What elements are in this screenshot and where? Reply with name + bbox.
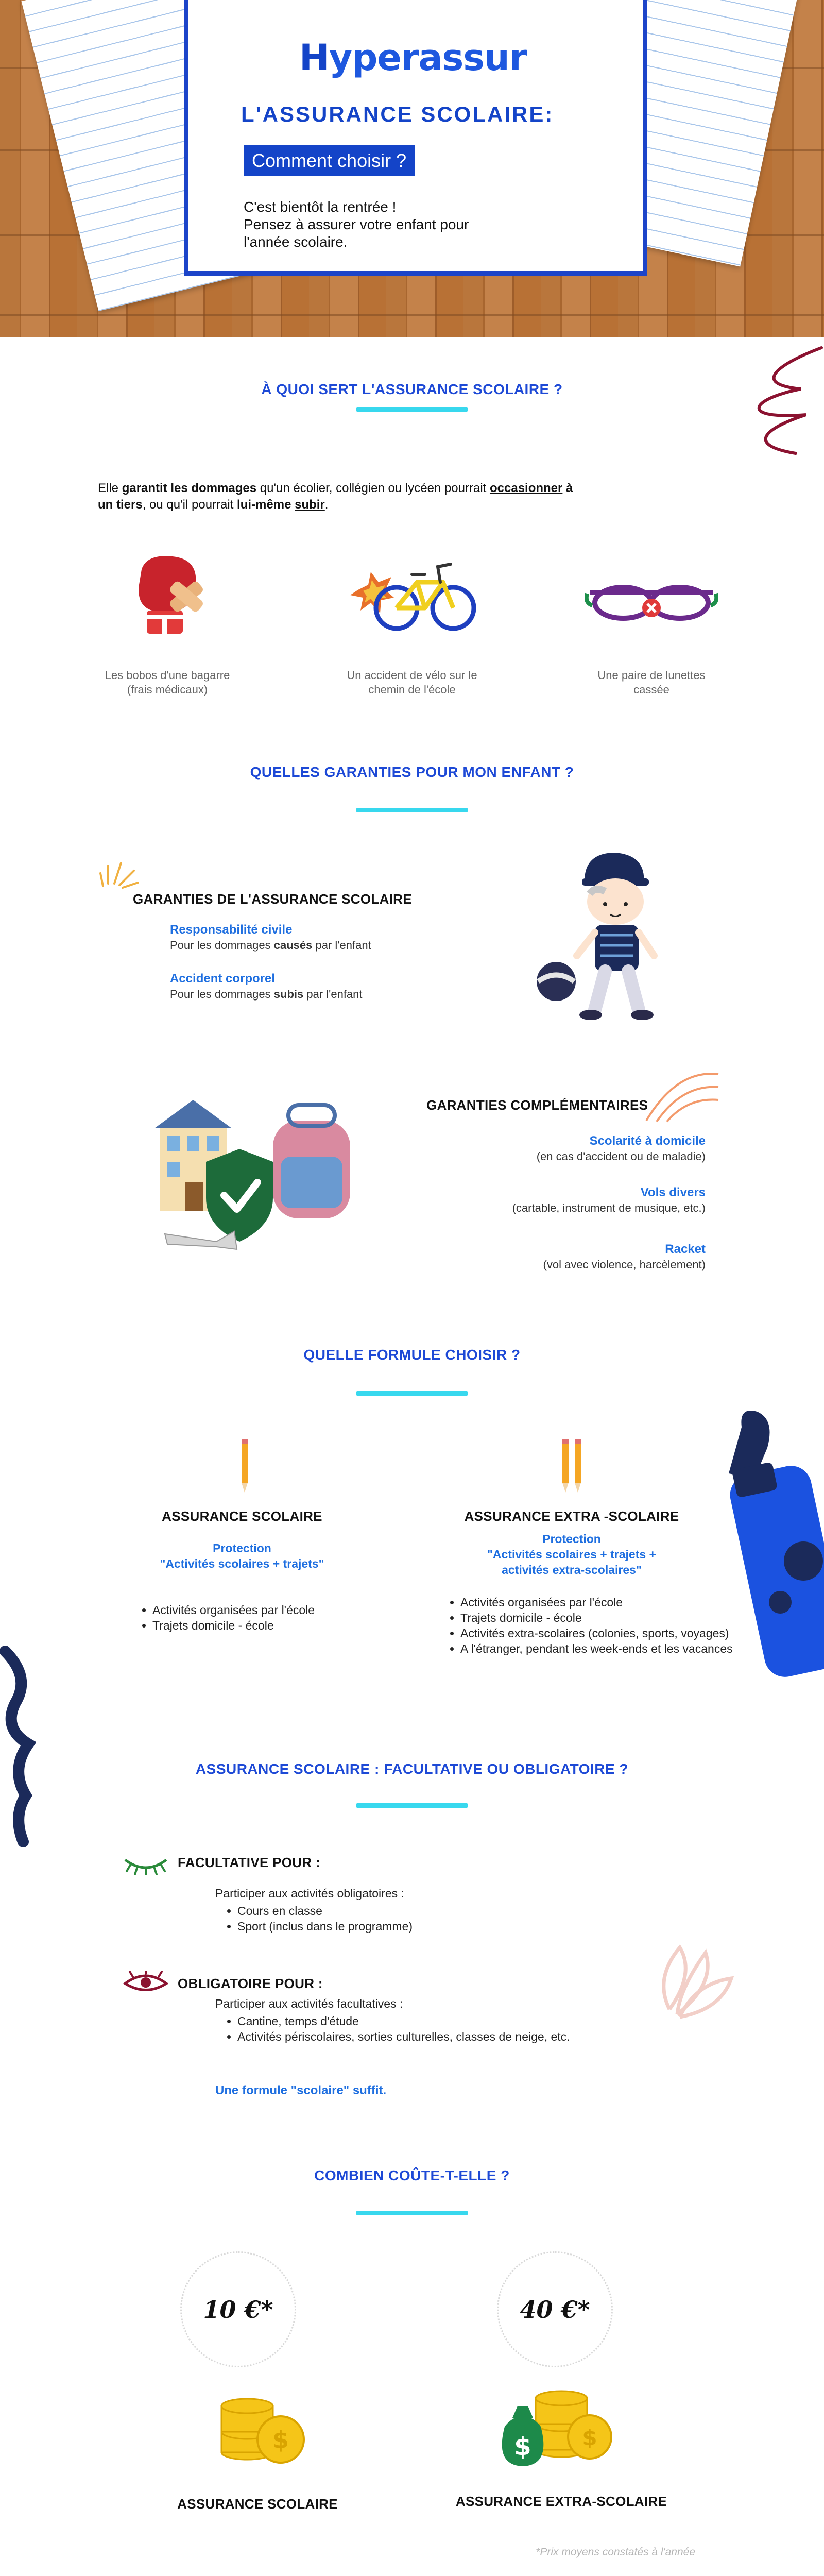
formula-school-protection: Protection "Activités scolaires + trajets" [160,1541,324,1570]
comp-item-home-schooling: Scolarité à domicile (en cas d'accident ou de maladie) [536,1134,706,1163]
svg-text:$: $ [272,2426,289,2454]
section-divider [356,407,468,412]
price-extra-school: 40 €* [497,2251,613,2367]
scribble-decoration-icon [0,1646,36,1847]
page-title: L'ASSURANCE SCOLAIRE: [241,102,554,126]
sunburst-decoration-icon [98,853,139,889]
child-with-ball-icon [533,845,672,1030]
purpose-paragraph: Elle garantit les dommages qu'un écolier, collégien ou lycéen pourrait occasionner à un tiers, ou qu'il pourrait lui-même subir. [98,481,573,512]
section-title-cost: COMBIEN COÛTE-T-ELLE ? [314,2167,510,2183]
price-label-school: ASSURANCE SCOLAIRE [177,2496,338,2512]
coins-stack-icon [216,2375,309,2468]
price-footnote: *Prix moyens constatés à l'année [536,2546,695,2558]
formula-school-list: Activités organisées par l'école Trajets domicile - école [139,1602,407,1633]
formula-school-title: ASSURANCE SCOLAIRE [162,1509,322,1524]
comp-item-racket: Racket (vol avec violence, harcèlement) [543,1242,706,1271]
header-logo: Hyperassur [299,37,527,79]
facultative-title: FACULTATIVE POUR : [178,1855,320,1870]
mandatory-list: Cantine, temps d'étude Activités périscolaires, sorties culturelles, classes de neige, etc. [224,2013,626,2044]
petals-decoration-icon [649,1932,749,2030]
bike-accident-icon [340,546,484,636]
section-divider [356,1803,468,1808]
complementary-guarantees-title: GARANTIES COMPLÉMENTAIRES [426,1097,648,1113]
eye-icon [123,1971,169,1994]
comp-item-theft: Vols divers (cartable, instrument de musique, etc.) [512,1185,706,1214]
mandatory-note: Une formule "scolaire" suffit. [215,2083,387,2097]
formula-extra-list: Activités organisées par l'école Trajets domicile - école Activités extra-scolaires (colonies, sports, voyages) A l'étranger, pendant les week-ends et les vacances [447,1595,735,1656]
section-divider [356,808,468,812]
svg-text:$: $ [582,2425,597,2450]
formula-extra-title: ASSURANCE EXTRA -SCOLAIRE [464,1509,679,1524]
broken-glasses-icon [585,582,718,623]
mandatory-intro: Participer aux activités facultatives : [215,1997,403,2010]
section-title-formula: QUELLE FORMULE CHOISIR ? [303,1347,521,1363]
guarantee-bodily-accident: Accident corporel Pour les dommages subis par l'enfant [170,972,363,1001]
money-bag-coins-icon [489,2372,618,2470]
guarantee-civil-liability: Responsabilité civile Pour les dommages causés par l'enfant [170,923,371,952]
example-caption-glasses: Une paire de lunettes cassée [597,669,706,696]
school-protection-illustration-icon [149,1095,371,1270]
example-caption-fight: Les bobos d'une bagarre (frais médicaux) [105,669,230,696]
formula-extra-protection: Protection "Activités scolaires + trajets + activités extra-scolaires" [487,1532,656,1577]
school-guarantees-title: GARANTIES DE L'ASSURANCE SCOLAIRE [133,891,412,907]
price-label-extra-school: ASSURANCE EXTRA-SCOLAIRE [455,2494,667,2509]
header-intro: C'est bientôt la rentrée ! Pensez à assurer votre enfant pour l'année scolaire. [244,199,469,250]
example-caption-bike: Un accident de vélo sur le chemin de l'école [347,669,477,696]
section-title-purpose: À QUOI SERT L'ASSURANCE SCOLAIRE ? [261,381,563,397]
open-eye-lashes-icon [123,1855,169,1875]
price-school: 10 €* [180,2251,296,2367]
page-subtitle: Comment choisir ? [244,145,415,176]
glue-tube-icon [718,1406,824,1680]
section-title-mandatory: ASSURANCE SCOLAIRE : FACULTATIVE OU OBLIGATOIRE ? [195,1761,629,1777]
facultative-list: Cours en classe Sport (inclus dans le programme) [224,1903,585,1934]
pencil-icon [239,1439,250,1493]
two-pencils-icon [560,1439,583,1493]
sunburst-decoration-icon [636,1064,721,1123]
header-card [184,0,647,276]
section-divider [356,1391,468,1396]
facultative-intro: Participer aux activités obligatoires : [215,1887,404,1900]
scribble-decoration-icon [718,343,824,461]
mandatory-title: OBLIGATOIRE POUR : [178,1976,323,1991]
section-title-guarantees: QUELLES GARANTIES POUR MON ENFANT ? [250,764,574,780]
boxing-glove-icon [126,554,209,644]
svg-text:$: $ [514,2432,531,2461]
section-divider [356,2211,468,2215]
